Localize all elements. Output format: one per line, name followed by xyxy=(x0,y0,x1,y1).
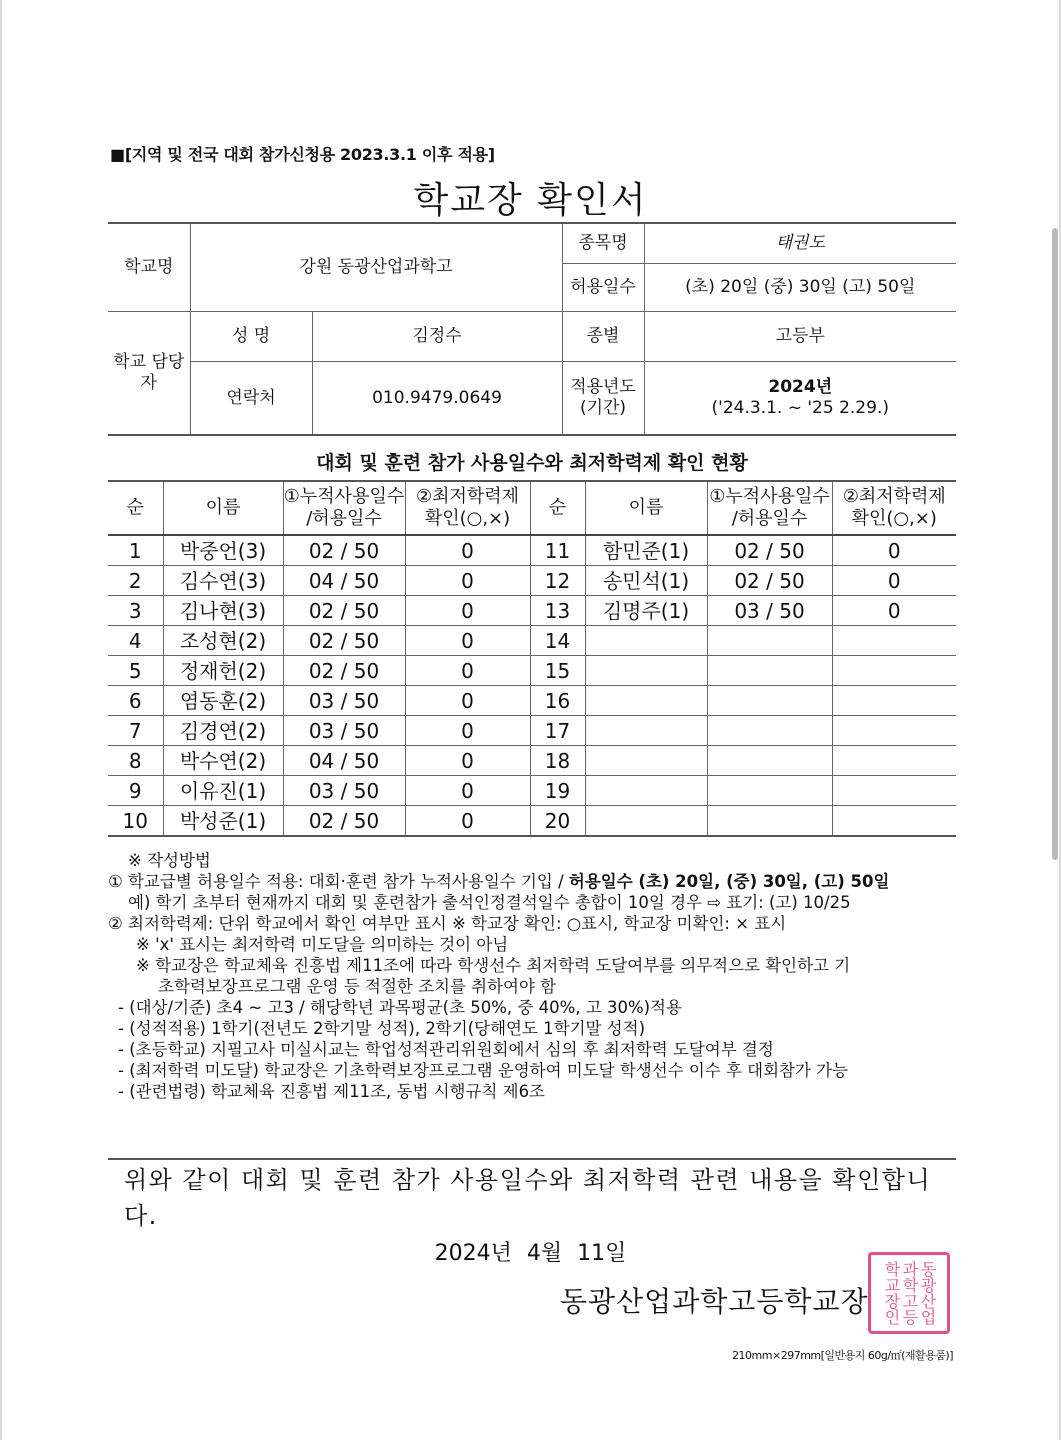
student-name: 김경연(2) xyxy=(163,716,283,746)
table-row xyxy=(108,535,956,566)
row-no: 20 xyxy=(530,806,585,837)
allowed-days-label: 허용일수 xyxy=(562,263,644,311)
note-below-minimum: - (최저학력 미도달) 학교장은 기초학력보장프로그램 운영하여 미도달 학생선수 이수 후 대회참가 가능 xyxy=(118,1061,849,1080)
contact-value: 010.9479.0649 xyxy=(312,361,562,435)
header-days: ①누적사용일수 /허용일수 xyxy=(283,481,405,535)
min-academic-check xyxy=(832,716,956,746)
header-no: 순 xyxy=(108,481,163,535)
min-academic-check: 0 xyxy=(405,686,530,716)
header-check: ②최저학력제 확인(○,×) xyxy=(405,481,530,535)
student-name: 박수연(2) xyxy=(163,746,283,776)
min-academic-check xyxy=(832,746,956,776)
student-name: 박중언(3) xyxy=(163,535,283,566)
student-name: 정재헌(2) xyxy=(163,656,283,686)
row-no: 3 xyxy=(108,596,163,626)
student-name: 조성현(2) xyxy=(163,626,283,656)
sport-value: 태권도 xyxy=(644,223,956,263)
writing-instructions xyxy=(108,850,958,1102)
school-label: 학교명 xyxy=(108,223,190,311)
student-name: 박성준(1) xyxy=(163,806,283,837)
seal-text: 동광산업과학고등학교장인 xyxy=(882,1261,937,1325)
confirmation-statement: 위와 같이 대회 및 훈련 참가 사용일수와 최저학력 관련 내용을 확인합니다. xyxy=(108,1158,956,1234)
row-no: 10 xyxy=(108,806,163,837)
roster-header-row xyxy=(108,481,956,535)
table-row xyxy=(108,746,956,776)
row-no: 15 xyxy=(530,656,585,686)
row-no: 11 xyxy=(530,535,585,566)
sport-label: 종목명 xyxy=(562,223,644,263)
min-academic-check xyxy=(832,776,956,806)
student-name xyxy=(585,716,707,746)
principal-title: 동광산업과학고등학교장 xyxy=(560,1285,869,1318)
days-used xyxy=(707,806,832,837)
min-academic-check: 0 xyxy=(405,566,530,596)
table-row xyxy=(108,776,956,806)
info-table xyxy=(108,222,956,436)
allowed-days-value: (초) 20일 (중) 30일 (고) 50일 xyxy=(644,263,956,311)
note-2-sub-1: ※ 'x' 표시는 최저학력 미도달을 의미하는 것이 아님 xyxy=(136,935,509,954)
note-1: ① 학교급별 허용일수 적용: 대회·훈련 참가 누적사용일수 기입 / 허용일수 (초) 20일, (중) 30일, (고) 50일 xyxy=(108,872,890,891)
min-academic-check xyxy=(832,686,956,716)
student-name xyxy=(585,656,707,686)
min-academic-check xyxy=(832,806,956,837)
header-check: ②최저학력제 확인(○,×) xyxy=(832,481,956,535)
year-label: 적용년도 (기간) xyxy=(562,361,644,435)
min-academic-check: 0 xyxy=(405,596,530,626)
category-value: 고등부 xyxy=(644,311,956,361)
days-used: 02 / 50 xyxy=(283,626,405,656)
note-criteria: - (대상/기준) 초4 ~ 고3 / 해당학년 과목평균(초 50%, 중 40%, 고 30%)적용 xyxy=(118,998,682,1017)
scrollbar[interactable] xyxy=(1052,228,1058,860)
contact-label: 연락처 xyxy=(190,361,312,435)
note-law: - (관련법령) 학교체육 진흥법 제11조, 동법 시행규칙 제6조 xyxy=(118,1082,545,1101)
days-used xyxy=(707,746,832,776)
manager-label: 학교 담당자 xyxy=(108,311,190,435)
table-row xyxy=(108,656,956,686)
year-value: 2024년 xyxy=(768,377,833,398)
min-academic-check: 0 xyxy=(832,535,956,566)
days-used: 04 / 50 xyxy=(283,746,405,776)
header-note: ■[지역 및 전국 대회 참가신청용 2023.3.1 이후 적용] xyxy=(110,145,495,164)
table-row xyxy=(108,716,956,746)
days-used xyxy=(707,656,832,686)
table-row xyxy=(108,806,956,837)
days-used: 04 / 50 xyxy=(283,566,405,596)
min-academic-check xyxy=(832,626,956,656)
student-name xyxy=(585,806,707,837)
category-label: 종별 xyxy=(562,311,644,361)
note-2-sub-2-cont: 초학력보장프로그램 운영 등 적절한 조치를 취하여야 함 xyxy=(158,977,557,996)
days-used: 02 / 50 xyxy=(283,596,405,626)
days-used xyxy=(707,626,832,656)
min-academic-check: 0 xyxy=(405,656,530,686)
student-name xyxy=(585,746,707,776)
days-used: 03 / 50 xyxy=(283,716,405,746)
issue-date: 2024년 4월 11일 xyxy=(434,1241,627,1266)
row-no: 17 xyxy=(530,716,585,746)
student-name xyxy=(585,626,707,656)
row-no: 5 xyxy=(108,656,163,686)
row-no: 14 xyxy=(530,626,585,656)
student-name xyxy=(585,686,707,716)
header-no: 순 xyxy=(530,481,585,535)
header-days: ①누적사용일수 /허용일수 xyxy=(707,481,832,535)
row-no: 7 xyxy=(108,716,163,746)
page-title: 학교장 확인서 xyxy=(413,180,648,221)
student-name: 김나현(3) xyxy=(163,596,283,626)
days-used: 02 / 50 xyxy=(707,535,832,566)
name-label: 성 명 xyxy=(190,311,312,361)
min-academic-check: 0 xyxy=(405,746,530,776)
row-no: 1 xyxy=(108,535,163,566)
row-no: 19 xyxy=(530,776,585,806)
days-used: 03 / 50 xyxy=(283,776,405,806)
school-value: 강원 동광산업과학고 xyxy=(190,223,562,311)
student-name: 이유진(1) xyxy=(163,776,283,806)
min-academic-check: 0 xyxy=(405,776,530,806)
days-used xyxy=(707,716,832,746)
row-no: 9 xyxy=(108,776,163,806)
student-name: 김수연(3) xyxy=(163,566,283,596)
row-no: 16 xyxy=(530,686,585,716)
year-cell xyxy=(644,361,956,435)
student-name: 함민준(1) xyxy=(585,535,707,566)
period-value: ('24.3.1. ~ '25 2.29.) xyxy=(711,397,889,418)
header-name: 이름 xyxy=(163,481,283,535)
days-used xyxy=(707,776,832,806)
days-used: 02 / 50 xyxy=(283,535,405,566)
row-no: 8 xyxy=(108,746,163,776)
notes-heading: ※ 작성방법 xyxy=(128,851,211,870)
row-no: 13 xyxy=(530,596,585,626)
table-row xyxy=(108,626,956,656)
days-used: 02 / 50 xyxy=(283,656,405,686)
note-1-example: 예) 학기 초부터 현재까지 대회 및 훈련참가 출석인정결석일수 총합이 10일 경우 ⇨ 표기: (고) 10/25 xyxy=(128,893,851,912)
note-2: ② 최저학력제: 단위 학교에서 확인 여부만 표시 ※ 학교장 확인: ○표시, 학교장 미확인: × 표시 xyxy=(108,914,787,933)
note-elementary: - (초등학교) 지필고사 미실시교는 학업성적관리위원회에서 심의 후 최저학력 도달여부 결정 xyxy=(118,1040,774,1059)
note-grades: - (성적적용) 1학기(전년도 2학기말 성적), 2학기(당해연도 1학기말 성적) xyxy=(118,1019,646,1038)
table-row xyxy=(108,566,956,596)
roster-table xyxy=(108,480,956,837)
paper-size-note: 210mm×297mm[일반용지 60g/㎡(재활용품)] xyxy=(732,1349,953,1362)
row-no: 2 xyxy=(108,566,163,596)
school-seal xyxy=(868,1252,950,1334)
note-2-sub-2: ※ 학교장은 학교체육 진흥법 제11조에 따라 학생선수 최저학력 도달여부를 의무적으로 확인하고 기 xyxy=(136,956,851,975)
min-academic-check: 0 xyxy=(405,716,530,746)
row-no: 6 xyxy=(108,686,163,716)
days-used xyxy=(707,686,832,716)
table-row xyxy=(108,596,956,626)
name-value: 김정수 xyxy=(312,311,562,361)
days-used: 03 / 50 xyxy=(283,686,405,716)
student-name: 김명주(1) xyxy=(585,596,707,626)
min-academic-check: 0 xyxy=(832,566,956,596)
min-academic-check: 0 xyxy=(405,535,530,566)
row-no: 18 xyxy=(530,746,585,776)
days-used: 02 / 50 xyxy=(707,566,832,596)
header-name: 이름 xyxy=(585,481,707,535)
days-used: 03 / 50 xyxy=(707,596,832,626)
min-academic-check: 0 xyxy=(405,806,530,837)
row-no: 12 xyxy=(530,566,585,596)
student-name xyxy=(585,776,707,806)
min-academic-check: 0 xyxy=(832,596,956,626)
student-name: 송민석(1) xyxy=(585,566,707,596)
table-row xyxy=(108,686,956,716)
days-used: 02 / 50 xyxy=(283,806,405,837)
row-no: 4 xyxy=(108,626,163,656)
section-title: 대회 및 훈련 참가 사용일수와 최저학력제 확인 현황 xyxy=(316,452,748,474)
min-academic-check xyxy=(832,656,956,686)
student-name: 염동훈(2) xyxy=(163,686,283,716)
min-academic-check: 0 xyxy=(405,626,530,656)
